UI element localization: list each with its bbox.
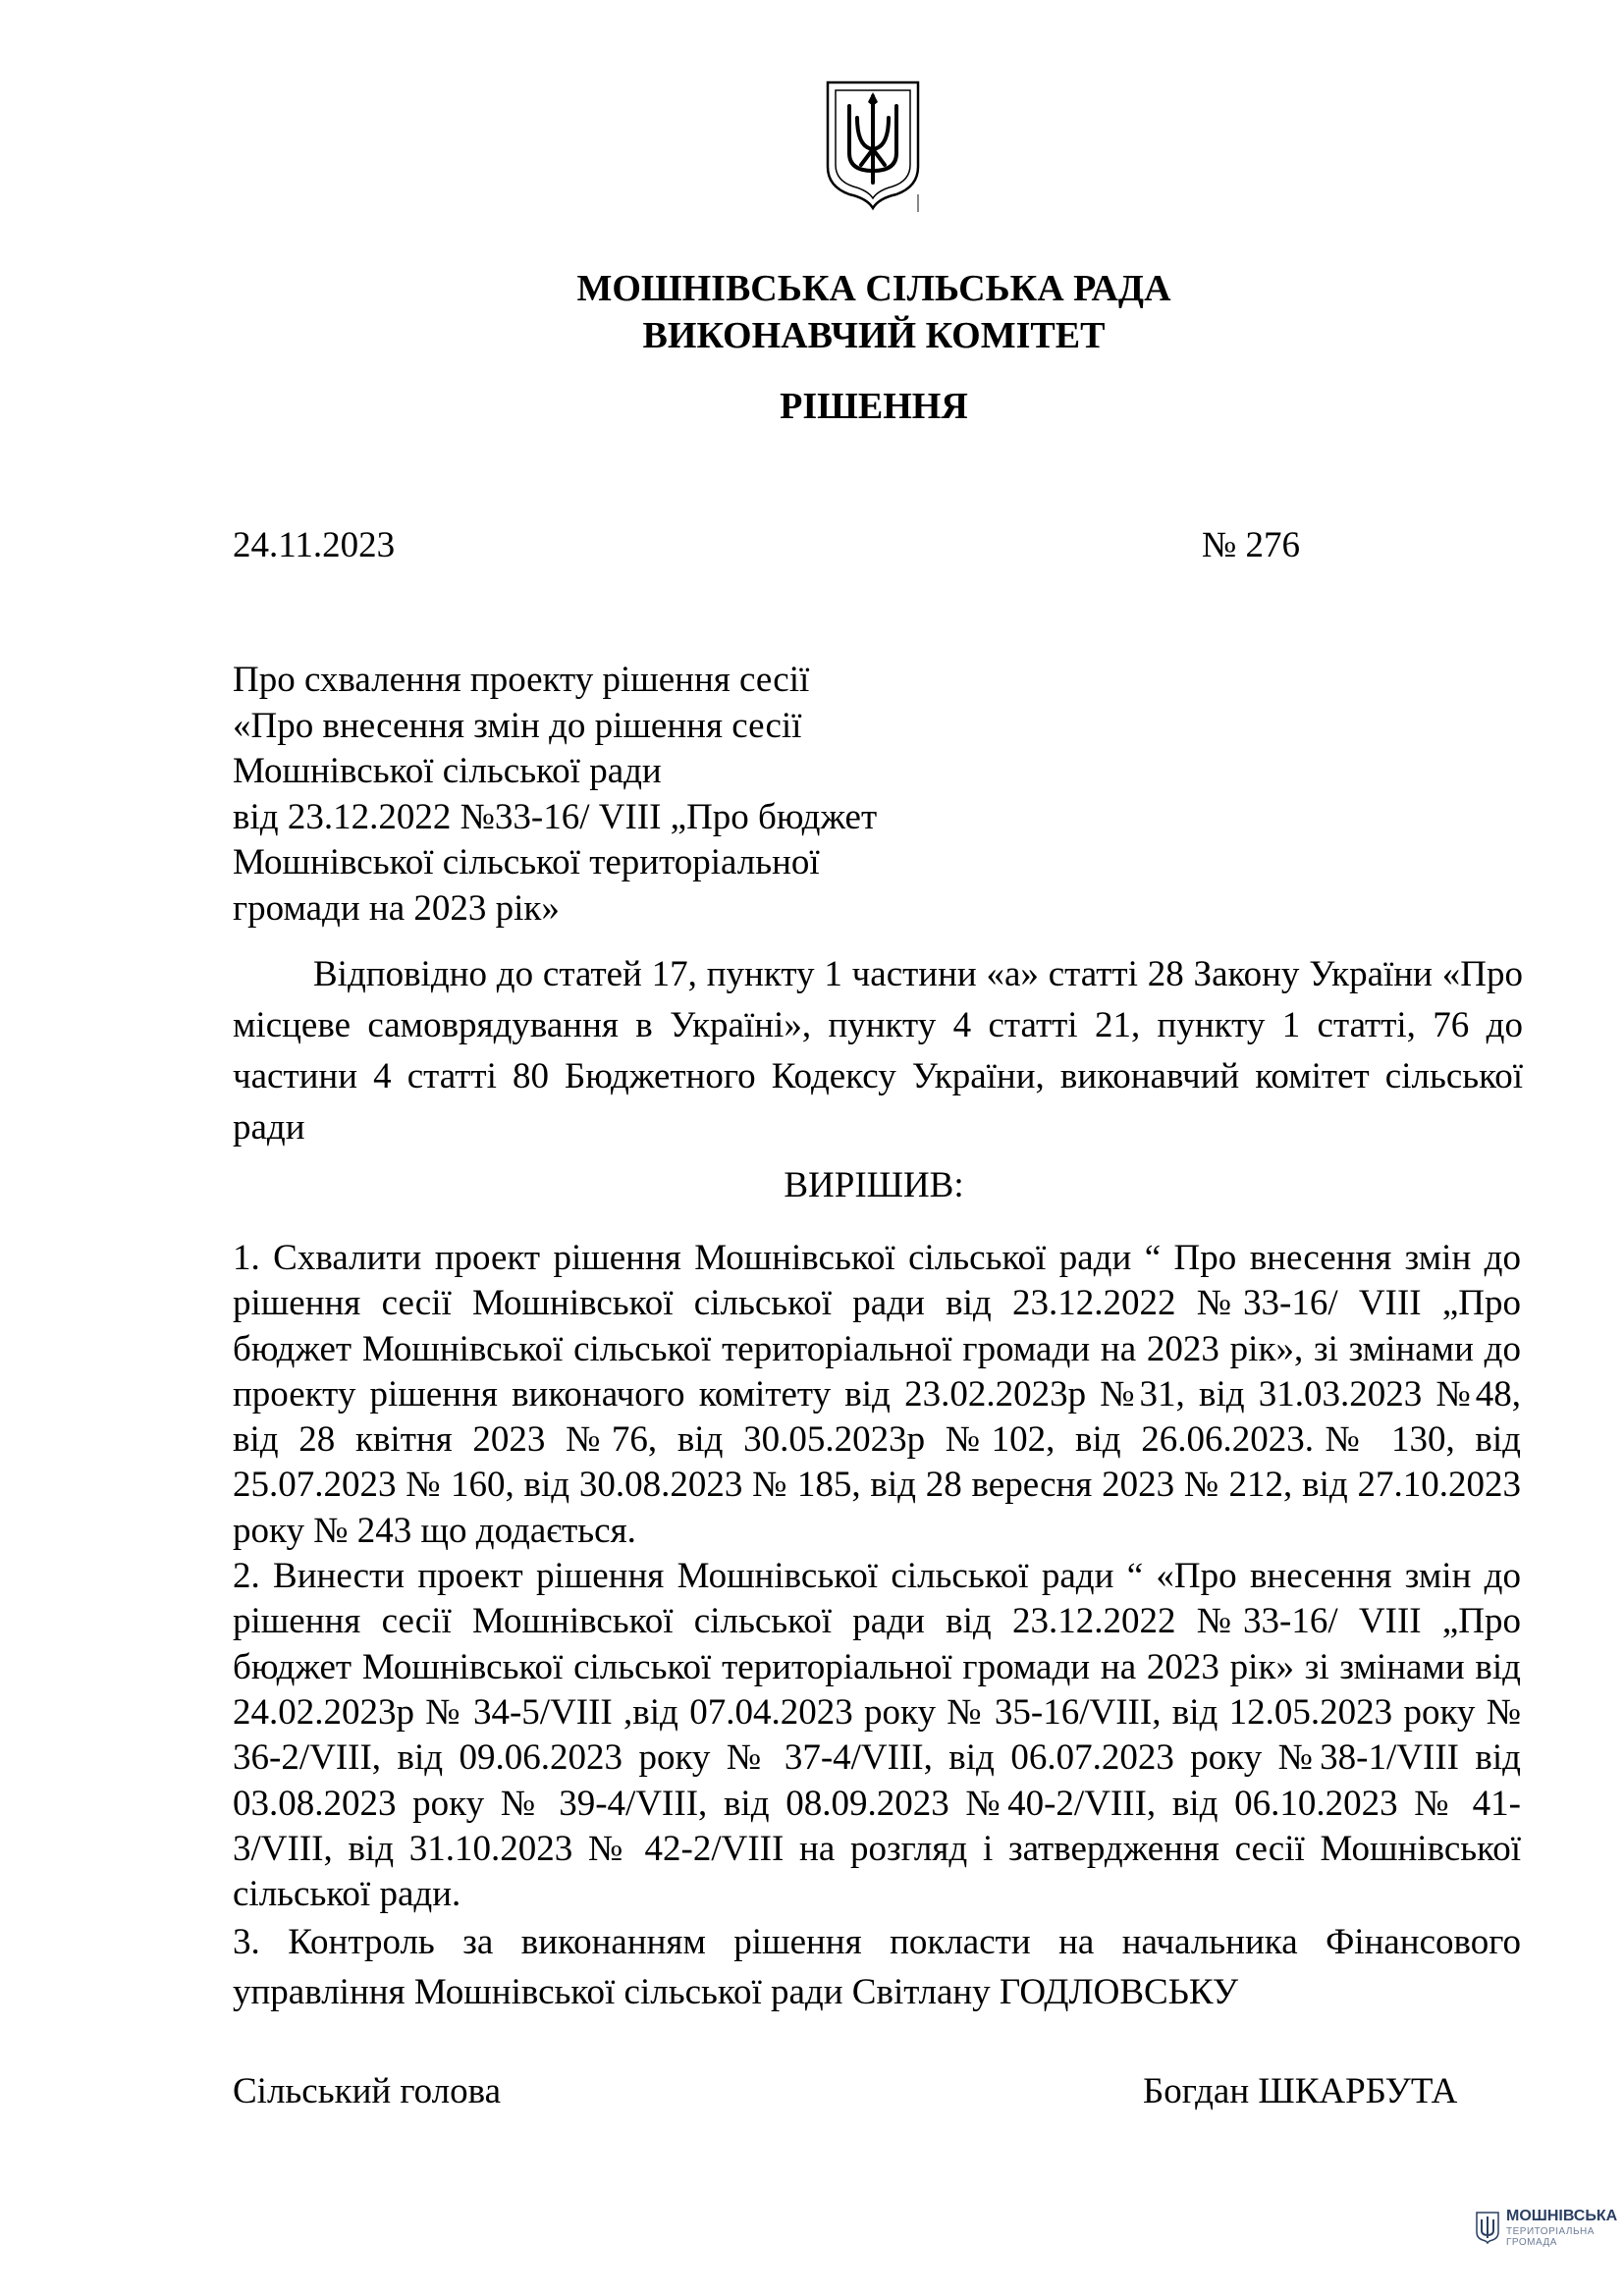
subject-line: Мошнівської сільської територіальної (233, 842, 820, 882)
subject-line: громади на 2023 рік» (233, 887, 560, 929)
small-coat-icon (1475, 2211, 1500, 2244)
subject-line: Мошнівської сільської ради (233, 751, 662, 791)
community-logo (1475, 2205, 1617, 2264)
logo-line-3: ГРОМАДА (1506, 2237, 1557, 2248)
legal-basis-text: Відповідно до статей 17, пункту 1 частини «а» статті 28 Закону України «Про місцеве самоврядування в Україні», пункту 4 статті 21, пункту 1 статті, 76 до частини 4 статті 80 Бюджетного Кодексу України, виконавчий комітет сільської ради (233, 954, 1523, 1148)
signature-title: Сільський голова (233, 2071, 502, 2111)
subject-line: Про схвалення проекту рішення сесії (233, 660, 810, 700)
resolution-item: 1. Схвалити проект рішення Мошнівської сільської ради “ Про внесення змін до рішення сесії Мошнівської сільської ради від 23.12.2022 №33-16/ VIII „Про бюджет Мошнівської сільської територіальної громади на 2023 рік», зі змінами до проекту рішення виконачого комітету від 23.02.2023р №31, від 31.03.2023 №48, від 28 квітня 2023 №76, від 30.05.2023р №102, від 26.06.2023.№ 130, від 25.07.2023 № 160, від 30.08.2023 № 185, від 28 вересня 2023 № 212, від 27.10.2023 року № 243 що додається. (233, 1238, 1521, 1551)
logo-line-2: ТЕРИТОРІАЛЬНА (1506, 2226, 1595, 2237)
document-number: № 276 (1202, 525, 1301, 565)
council-title: МОШНІВСЬКА СІЛЬСЬКА РАДА (576, 268, 1171, 309)
logo-line-1: МОШНІВСЬКА (1506, 2208, 1618, 2224)
signature-name: Богдан ШКАРБУТА (1143, 2071, 1458, 2111)
decided-heading: ВИРІШИВ: (784, 1165, 964, 1205)
committee-title: ВИКОНАВЧИЙ КОМІТЕТ (642, 315, 1106, 356)
document-date: 24.11.2023 (233, 525, 396, 565)
subject-line: від 23.12.2022 №33-16/ VIII „Про бюджет (233, 796, 878, 837)
document-type: РІШЕННЯ (780, 386, 968, 427)
resolution-items (233, 1236, 1521, 2017)
legal-basis-paragraph (233, 949, 1523, 1153)
resolution-item: 2. Винести проект рішення Мошнівської сільської ради “ «Про внесення змін до рішення сесії Мошнівської сільської ради від 23.12.2022 №33-16/ VIII „Про бюджет Мошнівської сільської територіальної громади на 2023 рік» зі змінами від 24.02.2023р № 34-5/VIII ,від 07.04.2023 року № 35-16/VIII, від 12.05.2023 року № 36-2/VIII, від 09.06.2023 року № 37-4/VIII, від 06.07.2023 року №38-1/VIII від 03.08.2023 року № 39-4/VIII, від 08.09.2023 №40-2/VIII, від 06.10.2023 № 41-3/VIII, від 31.10.2023 № 42-2/VIII на розгляд і затвердження сесії Мошнівської сільської ради. (233, 1556, 1521, 1915)
subject-block (233, 658, 877, 932)
subject-line: «Про внесення змін до рішення сесії (233, 705, 802, 746)
coat-of-arms-icon (822, 77, 924, 212)
resolution-item: 3. Контроль за виконанням рішення покласти на начальника Фінансового управління Мошнівської сільської ради Світлану ГОДЛОВСЬКУ (233, 1922, 1521, 2013)
